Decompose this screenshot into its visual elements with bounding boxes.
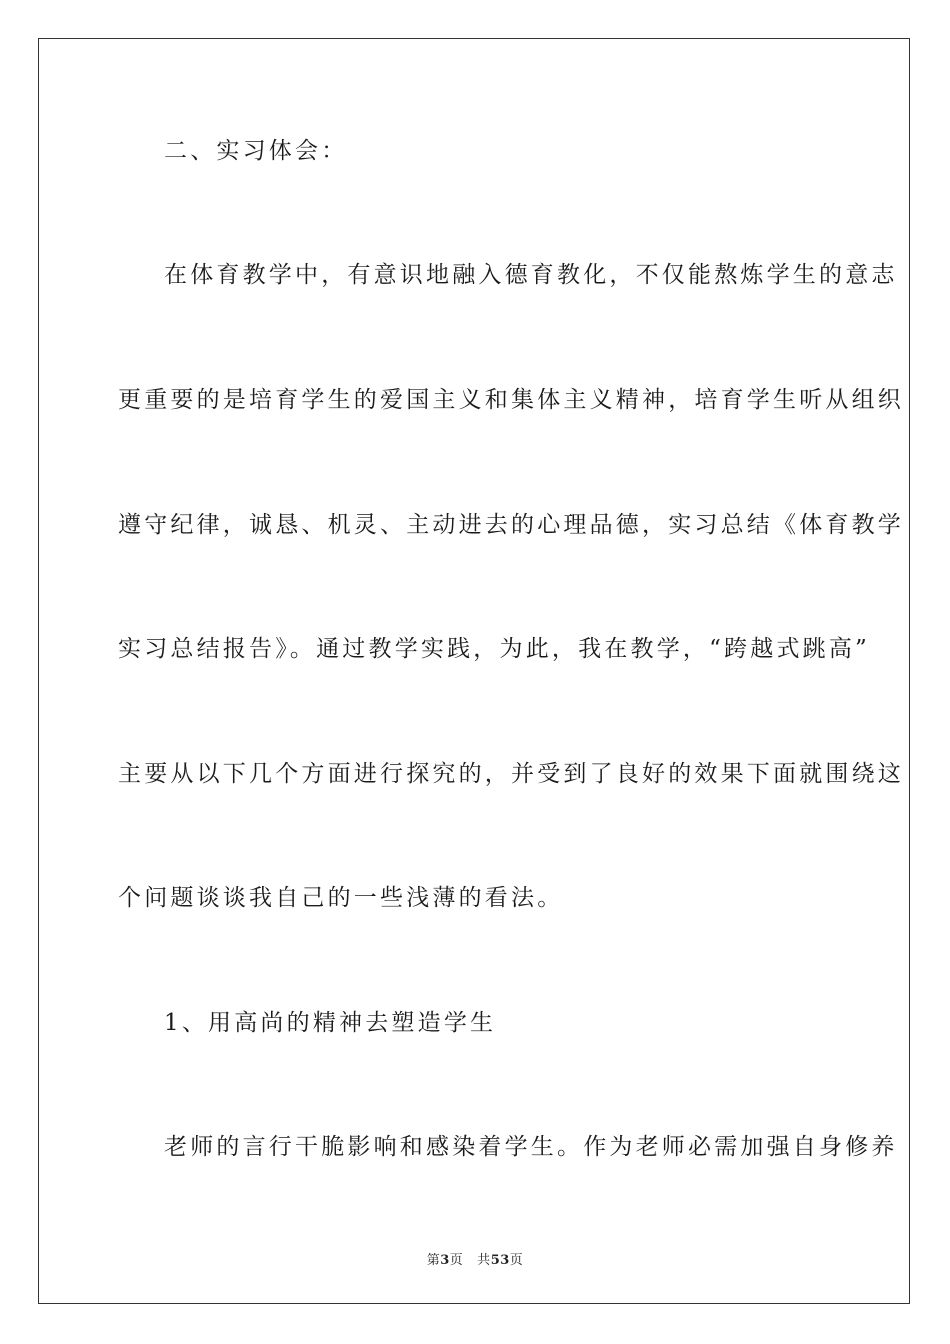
page-footer — [0, 1249, 950, 1268]
paragraph-line: 主要从以下几个方面进行探究的，并受到了良好的效果下面就围绕这 — [118, 761, 904, 787]
paragraph-line: 老师的言行干脆影响和感染着学生。作为老师必需加强自身修养 — [164, 1134, 898, 1160]
section-heading: 二、实习体会： — [164, 138, 348, 164]
paragraph-line: 个问题谈谈我自己的一些浅薄的看法。 — [118, 885, 564, 911]
total-page-count: 53 — [490, 1253, 510, 1268]
paragraph-line: 实习总结报告》。通过教学实践，为此，我在教学，“跨越式跳高” — [118, 636, 871, 662]
page-border — [38, 38, 910, 1304]
footer-prefix: 第 — [426, 1253, 441, 1268]
footer-total-suffix: 页 — [509, 1253, 524, 1268]
paragraph-line: 在体育教学中，有意识地融入德育教化，不仅能熬炼学生的意志 — [164, 262, 898, 288]
footer-page-suffix: 页 — [449, 1253, 464, 1268]
paragraph-line: 遵守纪律，诚恳、机灵、主动进去的心理品德，实习总结《体育教学 — [118, 512, 904, 538]
current-page-number: 3 — [440, 1253, 450, 1268]
footer-total-prefix: 共 — [477, 1253, 491, 1268]
paragraph-line: 更重要的是培育学生的爱国主义和集体主义精神，培育学生听从组织 — [118, 387, 904, 413]
subsection-heading: 1、用高尚的精神去塑造学生 — [164, 1010, 497, 1036]
